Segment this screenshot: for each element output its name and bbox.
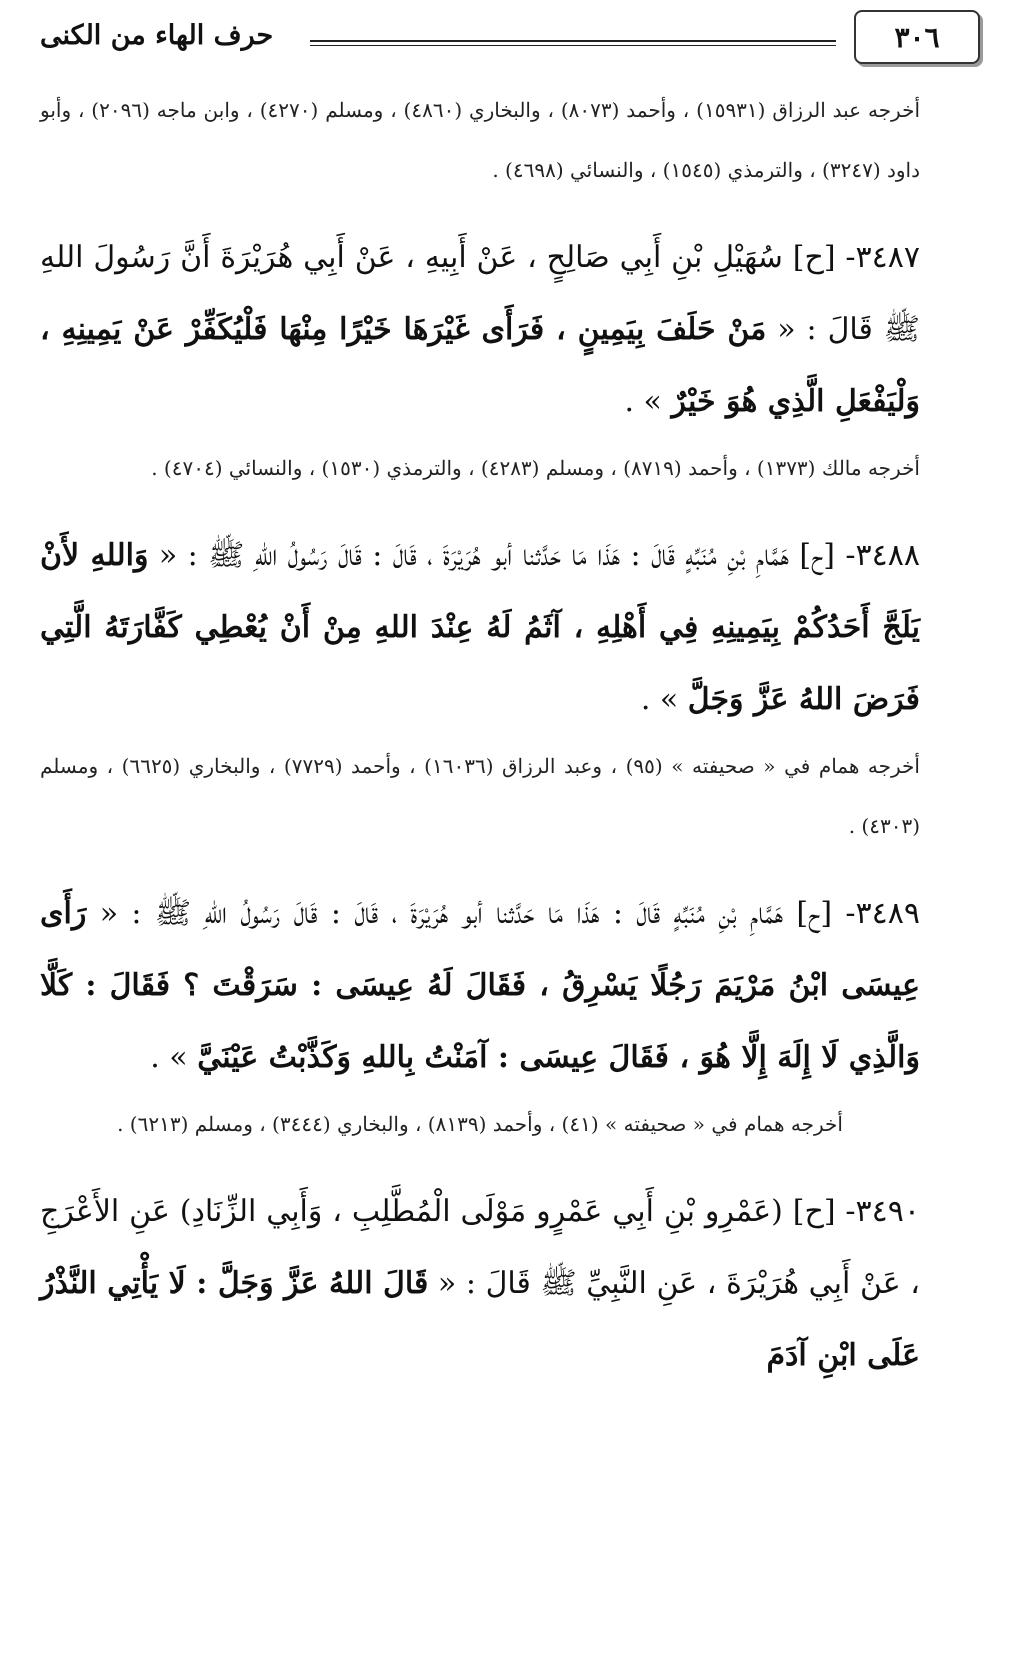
hadith-isnad: (عَمْرِو بْنِ أَبِي عَمْرٍو مَوْلَى الْمُطَّلِبِ ، وَأَبِي الزِّنَادِ) عَنِ الأَعْرَجِ ، عَنْ أَبِي هُرَيْرَةَ ، عَنِ النَّبِيِّ ﷺ قَالَ : « xyxy=(40,1194,920,1301)
hadith-3490 xyxy=(40,1176,920,1392)
hadith-number: ٣٤٨٩- [ح] xyxy=(796,896,920,931)
hadith-matn: رَأَى عِيسَى ابْنُ مَرْيَمَ رَجُلًا يَسْرِقُ ، فَقَالَ لَهُ عِيسَى : سَرَقْتَ ؟ فَقَالَ : كَلَّا وَالَّذِي لَا إِلَهَ إِلَّا هُوَ ، فَقَالَ عِيسَى : آمَنْتُ بِاللهِ وَكَذَّبْتُ عَيْنَيَّ xyxy=(40,896,920,1075)
hadith-tail: » . xyxy=(150,1040,198,1075)
footnote-3487: أخرجه مالك (١٣٧٣) ، وأحمد (٨٧١٩) ، ومسلم (٤٢٨٣) ، والترمذي (١٥٣٠) ، والنسائي (٤٧٠٤) . xyxy=(151,456,920,480)
chapter-title: حرف الهاء من الكنى xyxy=(40,20,274,51)
hadith-3489 xyxy=(40,878,920,1094)
page-content xyxy=(40,80,920,1392)
hadith-matn: قَالَ اللهُ عَزَّ وَجَلَّ : لَا يَأْتِي النَّذْرُ عَلَى ابْنِ آدَمَ xyxy=(40,1266,920,1373)
hadith-isnad: هَمَّامِ بْنِ مُنَبِّهٍ قَالَ : هَذَا مَا حَدَّثنا أبو هُرَيْرَةَ ، قَالَ : قَالَ رَسُولُ اللهِ ﷺ : « xyxy=(86,896,797,931)
hadith-3487 xyxy=(40,222,920,438)
header-rule-thin xyxy=(310,45,836,46)
footnote-3488: أخرجه همام في « صحيفته » (٩٥) ، وعبد الرزاق (١٦٠٣٦) ، وأحمد (٧٧٢٩) ، والبخاري (٦٦٢٥) ، ومسلم (٤٣٠٣) . xyxy=(40,754,920,838)
hadith-isnad: سُهَيْلِ بْنِ أَبِي صَالِحٍ ، عَنْ أَبِيهِ ، عَنْ أَبِي هُرَيْرَةَ أَنَّ رَسُولَ اللهِ ﷺ قَالَ : « xyxy=(40,240,921,347)
hadith-number: ٣٤٨٨- [ح] xyxy=(799,538,920,573)
hadith-matn: وَاللهِ لأَنْ يَلَجَّ أَحَدُكُمْ بِيَمِينِهِ فِي أَهْلِهِ ، آثَمُ لَهُ عِنْدَ اللهِ مِنْ أَنْ يُعْطِي كَفَّارَتَهُ الَّتِي فَرَضَ اللهُ عَزَّ وَجَلَّ xyxy=(40,538,920,717)
hadith-number: ٣٤٩٠- [ح] xyxy=(792,1194,920,1229)
hadith-number: ٣٤٨٧- [ح] xyxy=(792,240,920,275)
page-header xyxy=(40,8,940,68)
hadith-matn: مَنْ حَلَفَ بِيَمِينٍ ، فَرَأَى غَيْرَهَا خَيْرًا مِنْهَا فَلْيُكَفِّرْ عَنْ يَمِينِهِ ، وَلْيَفْعَلِ الَّذِي هُوَ خَيْرٌ xyxy=(40,312,920,419)
hadith-tail: » . xyxy=(624,384,672,419)
hadith-isnad: هَمَّامِ بْنِ مُنَبِّهٍ قَالَ : هَذَا مَا حَدَّثنا أبو هُرَيْرَةَ ، قَالَ : قَالَ رَسُولُ اللهِ ﷺ : « xyxy=(148,538,800,573)
footnote-3486: أخرجه عبد الرزاق (١٥٩٣١) ، وأحمد (٨٠٧٣) ، والبخاري (٤٨٦٠) ، ومسلم (٤٢٧٠) ، وابن ماجه (٢٠٩٦) ، وأبو داود (٣٢٤٧) ، والترمذي (١٥٤٥) ، والنسائي (٤٦٩٨) . xyxy=(40,98,921,182)
hadith-tail: » . xyxy=(640,682,688,717)
footnote-3489: أخرجه همام في « صحيفته » (٤١) ، وأحمد (٨١٣٩) ، والبخاري (٣٤٤٤) ، ومسلم (٦٢١٣) . xyxy=(117,1112,843,1136)
header-rule xyxy=(310,40,836,42)
hadith-3488 xyxy=(40,520,920,736)
page-number: ٣٠٦ xyxy=(854,10,980,64)
